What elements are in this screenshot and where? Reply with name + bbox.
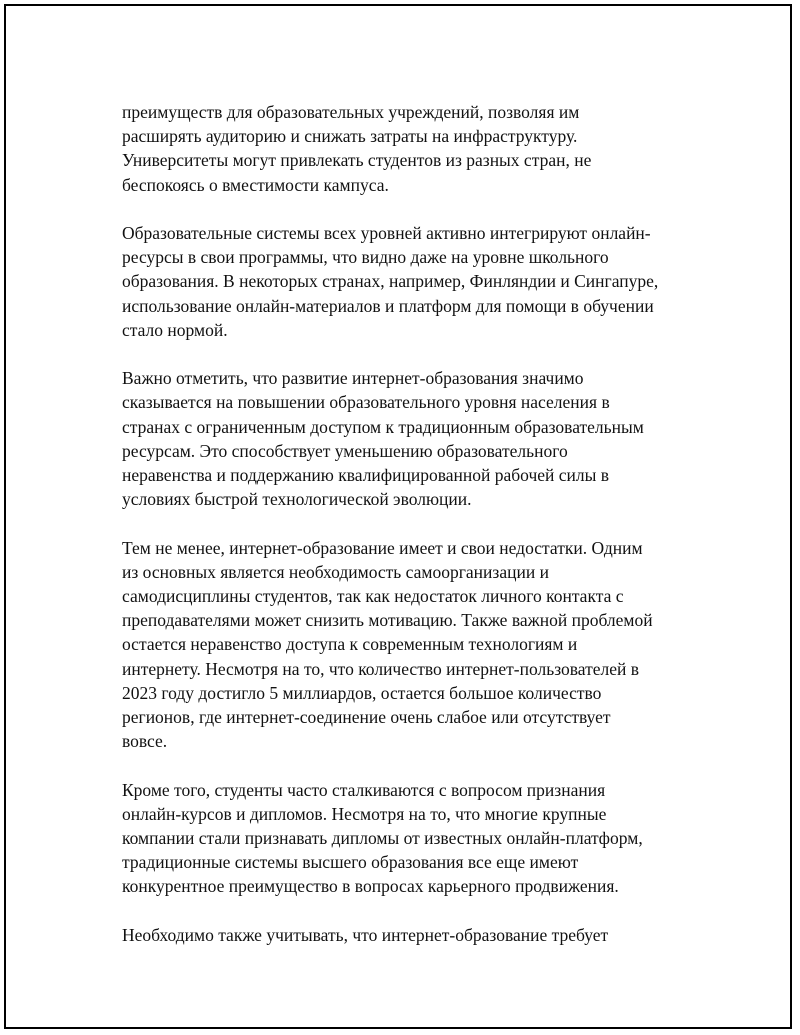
text-line: Важно отметить, что развитие интернет-образования значимо [122, 368, 584, 389]
text-line: ресурсам. Это способствует уменьшению образовательного [122, 440, 568, 461]
text-line: Тем не менее, интернет-образование имеет и свои недостатки. Одним [122, 537, 643, 558]
text-line: стало нормой. [122, 319, 228, 340]
paragraph [122, 221, 722, 342]
text-line: конкурентное преимущество в вопросах карьерного продвижения. [122, 876, 619, 897]
text-line: преподавателями может снизить мотивацию. Также важной проблемой [122, 610, 653, 631]
text-line: сказывается на повышении образовательного уровня населения в [122, 392, 610, 413]
paragraph [122, 923, 722, 947]
text-line: странах с ограниченным доступом к традиционным образовательным [122, 416, 644, 437]
paragraph [122, 536, 722, 754]
text-line: условиях быстрой технологической эволюции. [122, 489, 472, 510]
text-line: остается неравенство доступа к современным технологиям и [122, 634, 578, 655]
text-line: ресурсы в свои программы, что видно даже на уровне школьного [122, 247, 609, 268]
text-line: беспокоясь о вместимости кампуса. [122, 174, 389, 195]
text-line: 2023 году достигло 5 миллиардов, остается большое количество [122, 682, 602, 703]
text-line: из основных является необходимость самоорганизации и [122, 561, 549, 582]
paragraph [122, 778, 722, 899]
document-body [122, 100, 722, 971]
paragraph [122, 366, 722, 511]
text-line: Университеты могут привлекать студентов из разных стран, не [122, 150, 592, 171]
text-line: преимуществ для образовательных учреждений, позволяя им [122, 102, 580, 122]
text-line: использование онлайн-материалов и платформ для помощи в обучении [122, 295, 654, 316]
text-line: расширять аудиторию и снижать затраты на инфраструктуру. [122, 126, 578, 147]
text-line: вовсе. [122, 731, 168, 752]
paragraph [122, 100, 722, 197]
text-line: самодисциплины студентов, так как недостаток личного контакта с [122, 586, 624, 607]
text-line: онлайн-курсов и дипломов. Несмотря на то, что многие крупные [122, 803, 607, 824]
text-line: Кроме того, студенты часто сталкиваются с вопросом признания [122, 779, 606, 800]
text-line: Образовательные системы всех уровней активно интегрируют онлайн- [122, 223, 651, 243]
text-line: интернету. Несмотря на то, что количество интернет-пользователей в [122, 658, 640, 679]
text-line: традиционные системы высшего образования все еще имеют [122, 852, 579, 873]
text-line: компании стали признавать дипломы от известных онлайн-платформ, [122, 828, 643, 849]
document-page [4, 4, 792, 1029]
text-line: образования. В некоторых странах, например, Финляндии и Сингапуре, [122, 271, 659, 292]
text-line: регионов, где интернет-соединение очень слабое или отсутствует [122, 707, 611, 728]
text-line: Необходимо также учитывать, что интернет-образование требует [122, 924, 609, 945]
text-line: неравенства и поддержанию квалифицированной рабочей силы в [122, 465, 610, 486]
